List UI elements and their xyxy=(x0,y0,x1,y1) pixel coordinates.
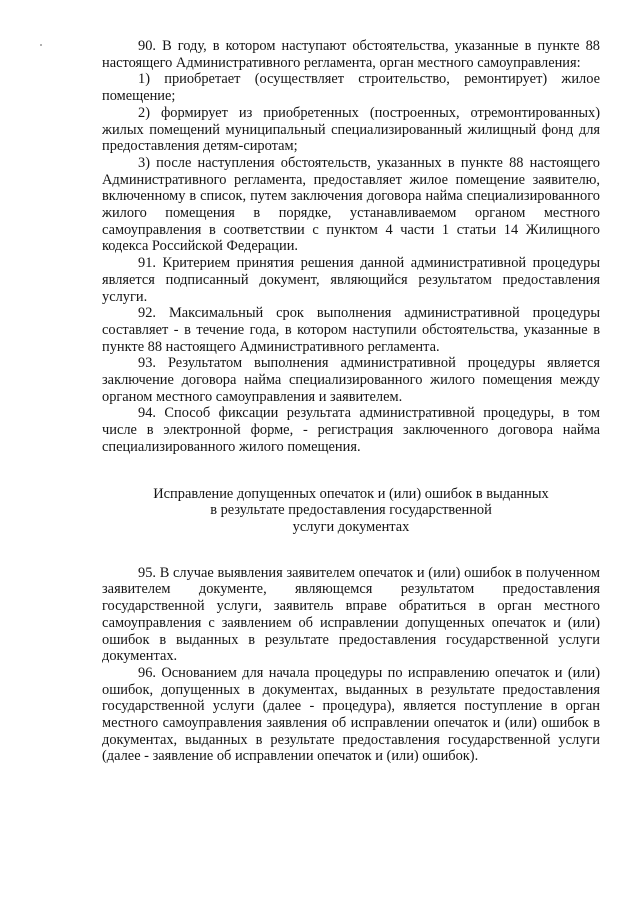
paragraph-90-item-1: 1) приобретает (осуществляет строительство, ремонтирует) жилое помещение; xyxy=(102,71,600,105)
paragraph-91: 91. Критерием принятия решения данной административной процедуры является подписанный документ, являющийся результатом предоставления услуги. xyxy=(102,255,600,305)
section-title-line-3: услуги документах xyxy=(292,518,410,535)
paragraph-92: 92. Максимальный срок выполнения административной процедуры составляет - в течение года, в котором наступили обстоятельства, указанные в пункте 88 настоящего Административного регламента. xyxy=(102,305,600,355)
document-page xyxy=(102,38,600,765)
paragraph-90: 90. В году, в котором наступают обстоятельства, указанные в пункте 88 настоящего Административного регламента, орган местного самоуправления: xyxy=(102,38,600,71)
paragraph-95: 95. В случае выявления заявителем опечаток и (или) ошибок в полученном заявителем документе, являющемся результатом предоставления государственной услуги, заявитель вправе обратиться в орган местного самоуправления с заявлением об исправлении допущенных опечаток и (или) ошибок в выданных в результате предоставления государственной услуги документах. xyxy=(102,564,600,665)
section-title-line-2: в результате предоставления государственной xyxy=(210,502,492,519)
paragraph-93: 93. Результатом выполнения административной процедуры является заключение договора найма специализированного жилого помещения между органом местного самоуправления и заявителем. xyxy=(102,355,600,405)
paragraph-90-item-2: 2) формирует из приобретенных (построенных, отремонтированных) жилых помещений муниципальный специализированный жилищный фонд для предоставления детям-сиротам; xyxy=(102,104,600,155)
section-title-line-1: Исправление допущенных опечаток и (или) ошибок в выданных xyxy=(153,485,549,502)
paragraph-94: 94. Способ фиксации результата административной процедуры, в том числе в электронной форме, - регистрация заключенного договора найма специализированного жилого помещения. xyxy=(102,405,600,455)
scan-speck xyxy=(40,44,42,46)
paragraph-96: 96. Основанием для начала процедуры по исправлению опечаток и (или) ошибок, допущенных в документах, выданных в результате предоставления государственной услуги (далее - процедура), является поступление в орган местного самоуправления заявления об исправлении опечаток и (или) ошибок в документах, выданных в результате предоставления государственной услуги (далее - заявление об исправлении опечаток и (или) ошибок). xyxy=(102,664,600,765)
paragraph-90-item-3: 3) после наступления обстоятельств, указанных в пункте 88 настоящего Административного регламента, предоставляет жилое помещение заявителю, включенному в список, путем заключения договора найма специализированного жилого помещения в порядке, устанавливаемом органом местного самоуправления в соответствии с пунктом 4 части 1 статьи 14 Жилищного кодекса Российской Федерации. xyxy=(102,154,600,255)
section-title xyxy=(102,486,600,536)
